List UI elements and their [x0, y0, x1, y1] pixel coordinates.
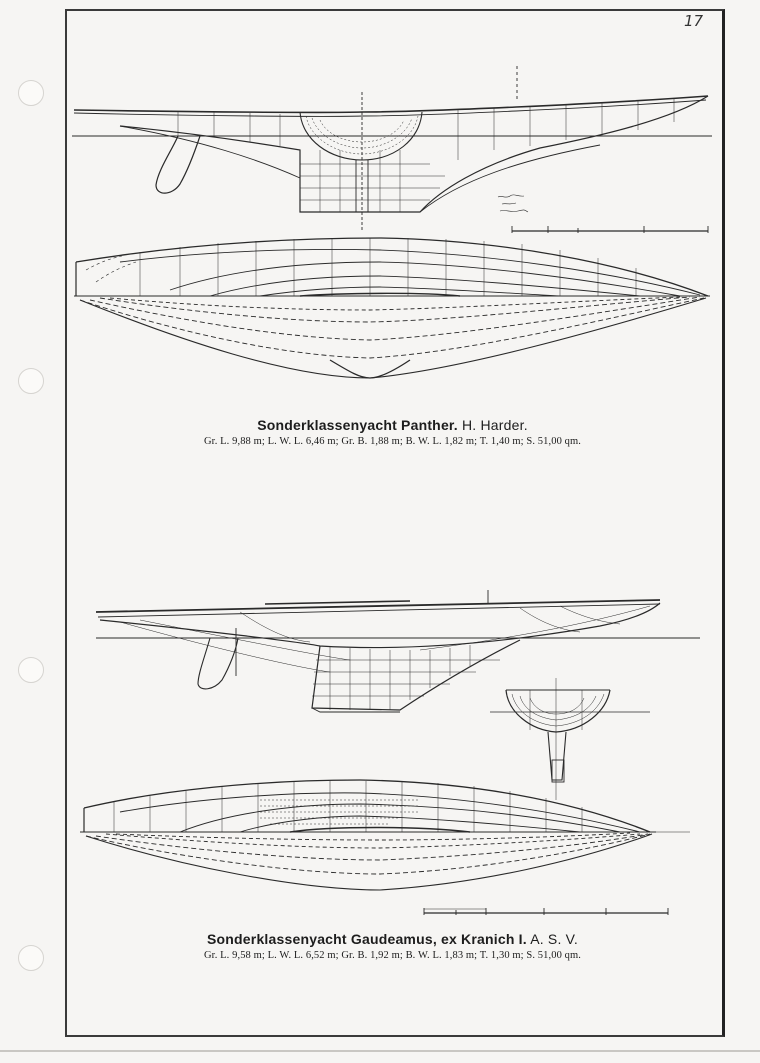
- panther-sheer-plan: [72, 66, 712, 233]
- page-edge: [0, 1050, 760, 1052]
- plate-caption-gaudeamus: [70, 931, 715, 961]
- gaudeamus-sheer-plan: [96, 590, 700, 800]
- designer: H. Harder.: [461, 417, 528, 433]
- plate-caption-panther: [70, 417, 715, 447]
- page-number: 17: [684, 12, 704, 30]
- plate-specifications: Gr. L. 9,88 m; L. W. L. 6,46 m; Gr. B. 1,88 m; B. W. L. 1,82 m; T. 1,40 m; S. 51,00 qm.: [204, 436, 581, 447]
- panther-waterline-plan: [74, 238, 710, 378]
- designer: A. S. V.: [530, 931, 578, 947]
- yacht-name: Sonderklassenyacht Gaudeamus, ex Kranich I.: [207, 931, 527, 947]
- plate-title: [70, 417, 715, 433]
- gaudeamus-waterline-plan: [80, 780, 690, 915]
- yacht-name: Sonderklassenyacht Panther.: [257, 417, 458, 433]
- plate-specifications: Gr. L. 9,58 m; L. W. L. 6,52 m; Gr. B. 1,92 m; B. W. L. 1,83 m; T. 1,30 m; S. 51,00 qm.: [204, 950, 581, 961]
- plate-title: [70, 931, 715, 947]
